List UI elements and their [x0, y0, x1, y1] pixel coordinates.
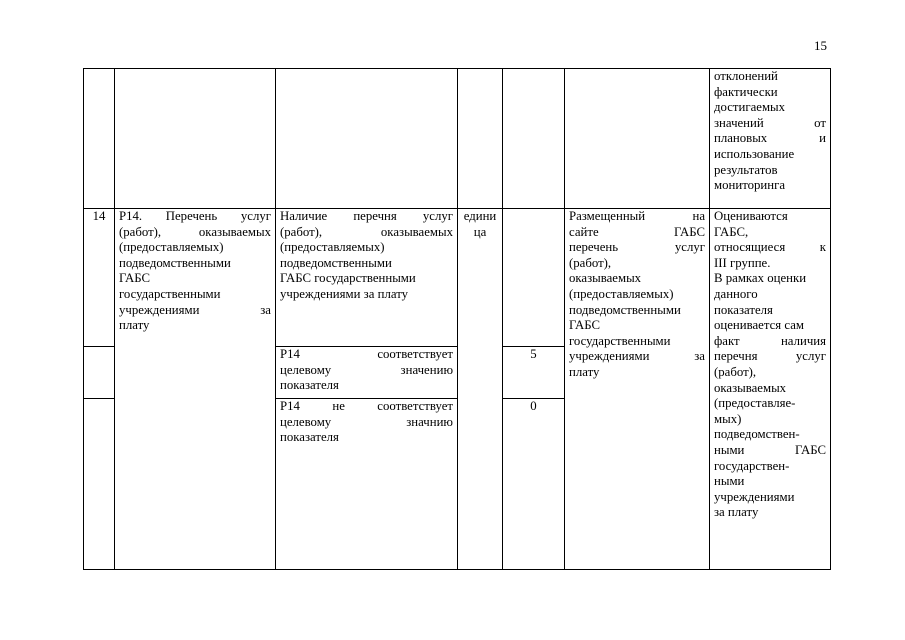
source-line: оказываемых [569, 271, 642, 286]
name-line: ГАБС [119, 271, 151, 286]
option-line: целевому значнию [280, 414, 453, 429]
criterion-line: Наличие перечня услуг [280, 209, 453, 223]
source-line: ГАБС [569, 318, 601, 333]
comment-line: фактически [714, 84, 778, 99]
source-line: подведомственными [569, 302, 681, 317]
criterion-line: подведомственными [280, 255, 392, 270]
criterion-line: ГАБС государственными [280, 271, 416, 286]
criterion-cell [276, 209, 458, 347]
option-text-cell [276, 399, 458, 570]
unit-line: ца [473, 224, 487, 239]
comment-line: относящиеся к [714, 240, 826, 255]
option-text-cell [276, 347, 458, 399]
comment-line: (предоставляе- [714, 396, 796, 411]
continuation-unit-cell [458, 69, 503, 209]
comment-line: учреждениями [714, 489, 795, 504]
source-line: государственными [569, 333, 671, 348]
comment-line: за плату [714, 505, 759, 520]
option-line: Р14 соответствует [280, 347, 453, 361]
comment-line: государствен- [714, 458, 790, 473]
continuation-comment-cell [710, 69, 831, 209]
comment-line: факт наличия [714, 333, 826, 348]
continuation-row [84, 69, 831, 209]
continuation-score-cell [503, 69, 565, 209]
criterion-line: (работ), оказываемых [280, 224, 453, 239]
comment-line: ГАБС, [714, 224, 749, 239]
source-line: сайте ГАБС [569, 224, 705, 239]
option-num-cell [84, 399, 115, 570]
source-line: (предоставляемых) [569, 286, 674, 301]
comment-line: (работ), [714, 364, 757, 379]
assessment-table [83, 68, 831, 570]
source-line: (работ), [569, 255, 612, 270]
source-line: учреждениями за [569, 349, 705, 364]
comment-line: ными [714, 474, 745, 489]
score-header-cell [503, 209, 565, 347]
option-num-cell [84, 347, 115, 399]
comment-line: отклонений [714, 69, 778, 83]
comment-line: плановых и [714, 131, 826, 146]
comment-line: В рамках оценки [714, 271, 807, 286]
comment-line: достигаемых [714, 100, 786, 115]
source-line: Размещенный на [569, 209, 705, 223]
source-cell [565, 209, 710, 570]
name-line: плату [119, 318, 150, 333]
continuation-name-cell [115, 69, 276, 209]
comment-line: подведомствен- [714, 427, 800, 442]
option-line: Р14 не соответствует [280, 399, 453, 413]
comment-line: показателя [714, 302, 773, 317]
indicator-name-cell [115, 209, 276, 570]
comment-line: значений от [714, 115, 826, 130]
continuation-num-cell [84, 69, 115, 209]
comment-line: Оцениваются [714, 209, 788, 223]
option-line: показателя [280, 430, 339, 445]
option-score: 5 [530, 347, 537, 361]
comment-cell [710, 209, 831, 570]
comment-line: результатов [714, 162, 778, 177]
continuation-source-cell [565, 69, 710, 209]
comment-line: мониторинга [714, 178, 786, 193]
name-line: государственными [119, 286, 221, 301]
name-line: (работ), оказываемых [119, 224, 271, 239]
option-score-cell [503, 399, 565, 570]
comment-line: оценивается сам [714, 318, 804, 333]
indicator-row [84, 209, 831, 347]
page-number: 15 [814, 38, 827, 53]
comment-line: использование [714, 146, 795, 161]
continuation-criterion-cell [276, 69, 458, 209]
comment-line: мых) [714, 411, 742, 426]
criterion-line: (предоставляемых) [280, 240, 385, 255]
unit-line: едини [463, 209, 497, 223]
comment-line: III группе. [714, 255, 771, 270]
indicator-number: 14 [92, 209, 106, 223]
option-score: 0 [530, 399, 537, 413]
name-line: Р14. Перечень услуг [119, 209, 271, 223]
name-line: (предоставляемых) [119, 240, 224, 255]
unit-cell [458, 209, 503, 570]
comment-line: данного [714, 286, 758, 301]
criterion-line: учреждениями за плату [280, 286, 409, 301]
indicator-num-cell [84, 209, 115, 347]
option-line: показателя [280, 378, 339, 393]
comment-line: оказываемых [714, 380, 787, 395]
comment-line: перечня услуг [714, 349, 826, 364]
option-line: целевому значению [280, 362, 453, 377]
source-line: плату [569, 364, 600, 379]
comment-line: ными ГАБС [714, 442, 826, 457]
name-line: подведомственными [119, 255, 231, 270]
name-line: учреждениями за [119, 302, 271, 317]
option-score-cell [503, 347, 565, 399]
source-line: перечень услуг [569, 240, 705, 255]
